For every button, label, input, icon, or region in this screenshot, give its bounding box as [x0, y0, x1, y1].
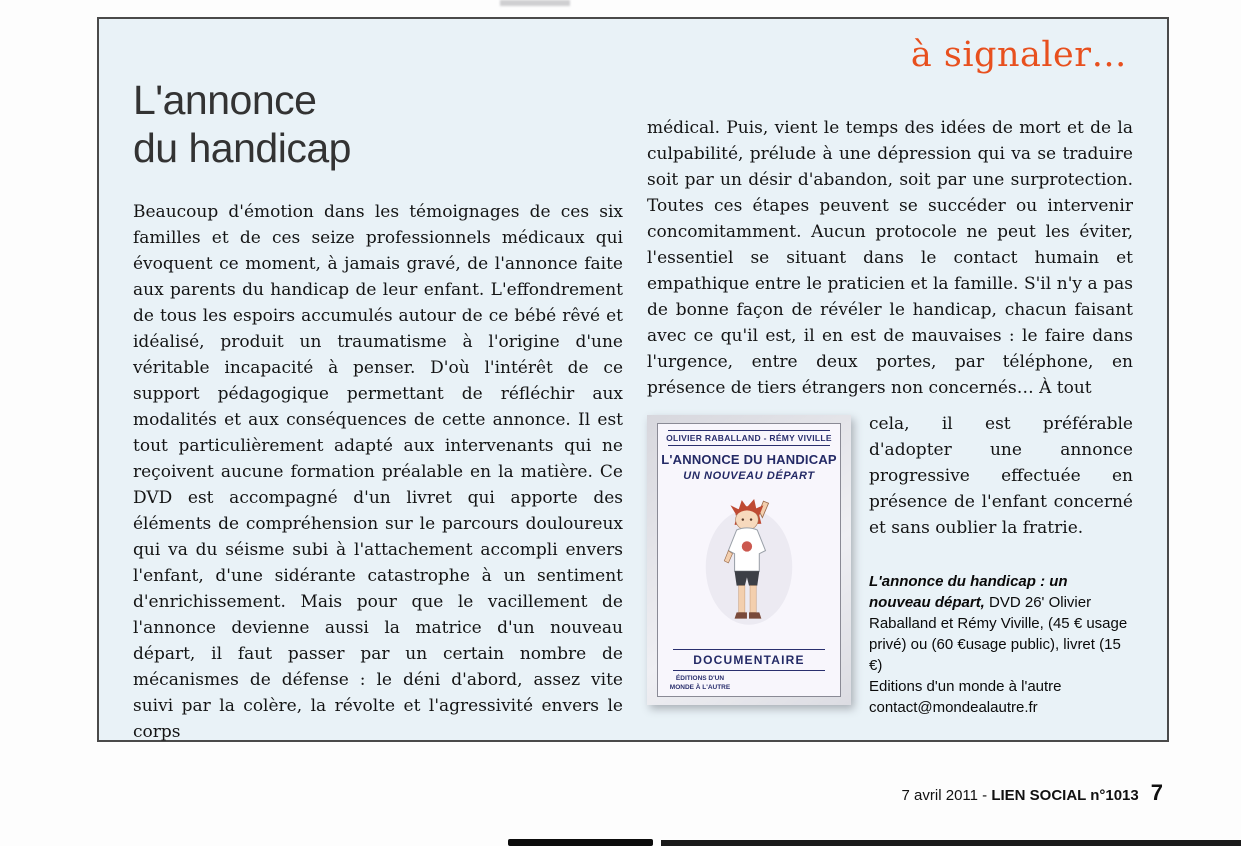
- dvd-publisher-logo: ÉDITIONS D'UN MONDE À L'AUTRE: [669, 675, 731, 691]
- section-label: à signaler…: [910, 35, 1127, 75]
- dvd-subtitle: UN NOUVEAU DÉPART: [683, 470, 815, 482]
- scan-artifact: [500, 0, 570, 6]
- article-title: [133, 77, 623, 173]
- right-column: [647, 115, 1133, 718]
- caption-email: contact@mondealautre.fr: [869, 699, 1038, 716]
- dvd-authors: OLIVIER RABALLAND - RÉMY VIVILLE: [666, 433, 832, 443]
- dvd-genre-strip: [668, 648, 830, 672]
- article-title-line1: L'annonce: [133, 77, 317, 123]
- page-number: 7: [1150, 780, 1163, 805]
- article-text-right-beside-image: cela, il est préférable d'adopter une annonce progressive effectuée en présence de l'enfant concerné et sans oublier la fratrie.: [869, 414, 1133, 538]
- dvd-title: L'ANNONCE DU HANDICAP: [661, 452, 837, 467]
- article-text-right-top: médical. Puis, vient le temps des idées de mort et de la culpabilité, prélude à une dépression qui va se traduire soit par un désir d'abandon, soit par une surprotection. Toutes ces étapes peuvent se succéder ou intervenir concomitamment. Aucun protocole ne peut les éviter, l'essentiel se situant dans le contact humain et empathique entre le praticien et la famille. S'il n'y a pas de bonne façon de révéler le handicap, chacun faisant avec ce qu'il est, il en est de mauvaises : le faire dans l'urgence, entre deux portes, par téléphone, en présence de tiers étrangers non concernés… À tout: [647, 118, 1133, 398]
- caption-publisher: Editions d'un monde à l'autre: [869, 678, 1062, 695]
- left-column: [133, 77, 623, 745]
- article-title-line2: du handicap: [133, 124, 351, 171]
- article-text-left: Beaucoup d'émotion dans les témoignages de ces six familles et de ces seize professionnels médicaux qui évoquent ce moment, à jamais gravé, de l'annonce faite aux parents du handicap de leur enfant. L'effondrement de tous les espoirs accumulés autour de ce bébé rêvé et idéalisé, produit un traumatisme à l'origine d'une véritable incapacité à penser. D'où l'intérêt de ce support pédagogique permettant de réfléchir aux modalités et aux conséquences de cette annonce. Il est tout particulièrement adapté aux intervenants qui ne reçoivent aucune formation préalable en la matière. Ce DVD est accompagné d'un livret qui apporte des éléments de compréhension sur le parcours douloureux qui va du séisme subi à l'attachement accompli envers l'enfant, d'une sidérante catastrophe à un sentiment d'enrichissement. Mais pour que le vacillement de l'annonce devienne aussi la matrice d'un nouveau départ, il faut passer par un certain nombre de mécanismes de défense : le déni d'abord, assez vite suivi par la colère, la révolte et l'agressivité envers le corps: [133, 201, 623, 742]
- image-text-wrap: [647, 411, 1133, 718]
- page-footer: [902, 780, 1163, 806]
- cover-rule: [668, 430, 830, 431]
- cover-rule: [673, 670, 825, 671]
- dvd-cover: [657, 423, 841, 697]
- dvd-illustration: [663, 482, 835, 648]
- dvd-genre: DOCUMENTAIRE: [693, 653, 805, 668]
- footer-magazine-name: LIEN SOCIAL n°1013: [991, 787, 1139, 804]
- footer-date: 7 avril 2011 -: [901, 787, 992, 804]
- dvd-cover-photo: [647, 415, 851, 705]
- article-box: [97, 17, 1169, 742]
- caption-details: DVD 26' Olivier Raballand et Rémy Viville, (45 € usage privé) ou (60 €usage public), livret (15 €): [869, 594, 1128, 674]
- cover-rule: [668, 445, 830, 446]
- scan-artifact: [661, 840, 1241, 846]
- caption-title: L'annonce du handicap : un nouveau départ,: [869, 573, 1068, 611]
- cover-rule: [673, 649, 825, 650]
- scan-artifact: [508, 839, 653, 846]
